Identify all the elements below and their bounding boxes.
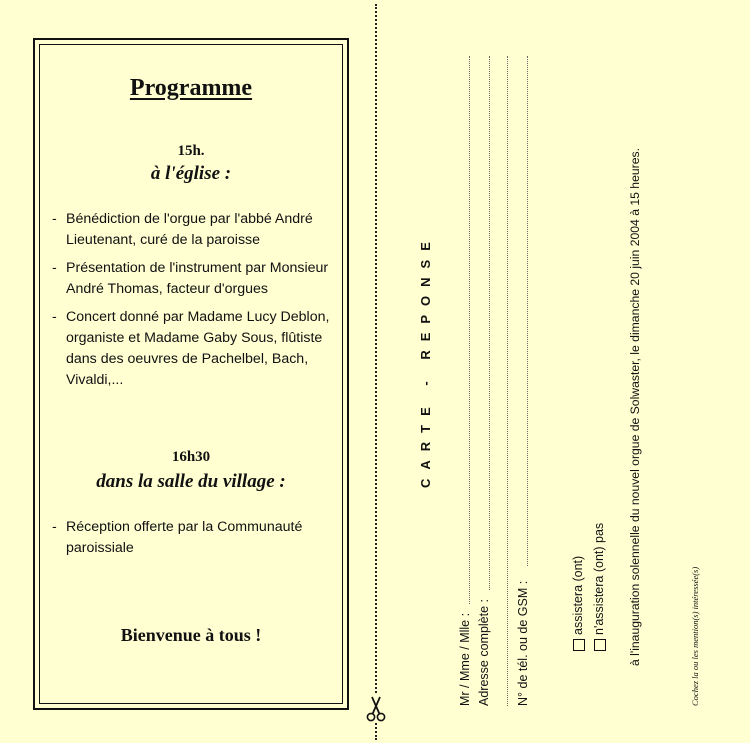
phone-field[interactable] [527, 56, 528, 566]
not-attend-label: n'assistera (ont) pas [592, 522, 606, 635]
list-item: - Bénédiction de l'orgue par l'abbé André Lieutenant, curé de la paroisse [52, 211, 313, 248]
event-description: à l'inauguration solennelle du nouvel orgue de Solwaster, le dimanche 20 juin 2004 à 15 heures. [628, 148, 642, 666]
session2-place: dans la salle du village : [96, 471, 286, 492]
address-field-line2[interactable] [507, 56, 508, 706]
attend-label: assistera (ont) [571, 555, 585, 635]
address-field[interactable] [489, 56, 490, 590]
list-item: - Réception offerte par la Communauté paroissiale [52, 519, 303, 556]
programme-inner-frame [39, 44, 343, 704]
not-attend-checkbox[interactable] [594, 639, 606, 651]
welcome-text: Bienvenue à tous ! [120, 625, 262, 645]
scissors-icon [366, 695, 386, 723]
session1-place: à l'église : [150, 163, 232, 184]
field-label-address: Adresse complète : [477, 599, 491, 706]
checkbox-note: Cochez la ou les mention(s) intéressée(s) [690, 566, 700, 706]
session1-time: 15h. [177, 143, 205, 159]
name-field[interactable] [469, 56, 470, 604]
session2-list [50, 517, 336, 566]
programme-title: Programme [129, 75, 253, 101]
option-attend[interactable] [571, 556, 585, 651]
cut-line [375, 4, 377, 740]
programme-frame [33, 38, 349, 710]
list-item: - Présentation de l'instrument par Monsieur André Thomas, facteur d'orgues [52, 260, 329, 297]
reply-card-title: CARTE - REPONSE [418, 233, 433, 488]
session1-list [50, 209, 336, 398]
attend-checkbox[interactable] [573, 639, 585, 651]
field-label-name: Mr / Mme / Mlle : [458, 612, 472, 706]
field-label-phone: N° de tél. ou de GSM : [516, 580, 530, 706]
option-not-attend[interactable] [592, 523, 606, 651]
list-item: - Concert donné par Madame Lucy Deblon, organiste et Madame Gaby Sous, flûtiste dans des oeuvres de Pachelbel, Bach, Vivaldi,... [52, 309, 330, 388]
session2-time: 16h30 [171, 449, 211, 465]
